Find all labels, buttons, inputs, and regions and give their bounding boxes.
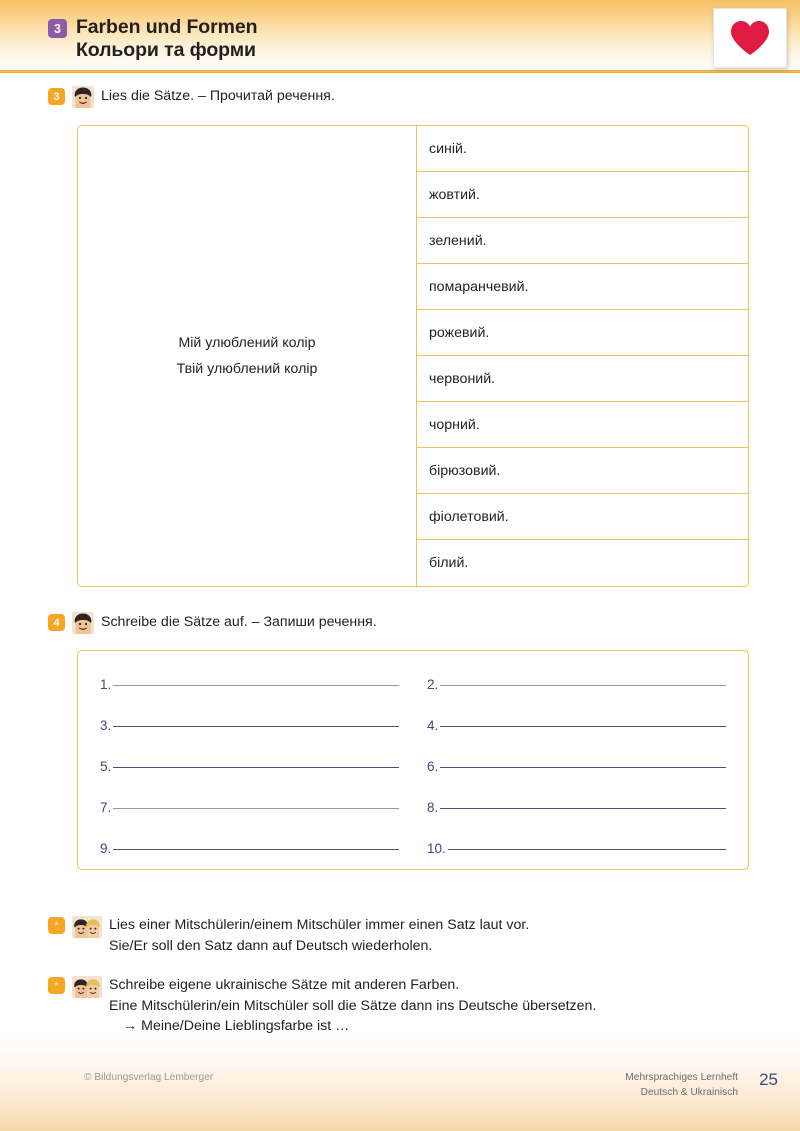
writing-line-6[interactable] [427, 759, 726, 800]
line-number: 1. [100, 677, 112, 692]
star-2-line-2: Eine Mitschülerin/ein Mitschüler soll die Sätze dann ins Deutsche übersetzen. [109, 997, 597, 1014]
color-cell: зелений. [417, 218, 748, 264]
color-cell: чорний. [417, 402, 748, 448]
color-cell: жовтий. [417, 172, 748, 218]
heart-logo-box [713, 8, 787, 68]
writing-lines-box [77, 650, 749, 870]
line-number: 3. [100, 718, 112, 733]
line-rule[interactable] [440, 767, 726, 768]
chapter-title-ukrainian: Кольори та форми [76, 39, 256, 61]
line-rule[interactable] [113, 767, 399, 768]
line-number: 4. [427, 718, 439, 733]
line-rule[interactable] [113, 849, 399, 850]
star-1-line-1: Lies einer Mitschülerin/einem Mitschüler immer einen Satz laut vor. [109, 917, 530, 933]
exercise-4-heading [48, 612, 377, 634]
line-number: 8. [427, 800, 439, 815]
writing-line-3[interactable] [100, 718, 399, 759]
exercise-star-1-text [109, 915, 529, 956]
footer-series-line-2: Deutsch & Ukrainisch [640, 1086, 738, 1098]
color-cell: бірюзовий. [417, 448, 748, 494]
writing-line-8[interactable] [427, 800, 726, 841]
star-2-line-3: → Meine/Deine Lieblingsfarbe ist … [123, 1018, 350, 1035]
footer-series [625, 1071, 738, 1101]
page-number: 25 [759, 1070, 778, 1089]
color-word-column [417, 126, 748, 586]
line-number: 9. [100, 841, 112, 856]
exercise-star-2-text [109, 975, 596, 1037]
line-number: 2. [427, 677, 439, 692]
exercise-4-instruction: Schreibe die Sätze auf. – Запиши речення. [101, 614, 377, 630]
color-cell: рожевий. [417, 310, 748, 356]
chapter-title-block [76, 16, 257, 62]
color-cell: помаранчевий. [417, 264, 748, 310]
star-1-line-2: Sie/Er soll den Satz dann auf Deutsch wiederholen. [109, 937, 433, 954]
line-rule[interactable] [113, 808, 399, 809]
line-number: 7. [100, 800, 112, 815]
line-rule[interactable] [448, 849, 726, 850]
writing-line-10[interactable] [427, 841, 726, 882]
line-rule[interactable] [440, 685, 726, 686]
chapter-title-german: Farben und Formen [76, 16, 258, 38]
exercise-4-number-badge: 4 [48, 614, 65, 631]
sentence-prompt-cell [78, 126, 417, 586]
line-number: 6. [427, 759, 439, 774]
star-badge: * [48, 917, 65, 934]
two-pupils-icon [72, 976, 102, 998]
heart-icon [730, 20, 770, 56]
writing-line-7[interactable] [100, 800, 399, 841]
line-number: 10. [427, 841, 446, 856]
exercise-star-1 [48, 915, 529, 956]
line-rule[interactable] [440, 726, 726, 727]
writing-line-9[interactable] [100, 841, 399, 882]
color-cell: білий. [429, 555, 469, 571]
footer-series-line-1: Mehrsprachiges Lernheft [625, 1072, 738, 1083]
footer-copyright: © Bildungsverlag Lemberger [84, 1072, 214, 1083]
writing-line-5[interactable] [100, 759, 399, 800]
line-rule[interactable] [113, 685, 399, 686]
chapter-number-badge: 3 [48, 19, 67, 38]
color-cell: синій. [417, 126, 748, 172]
writing-line-4[interactable] [427, 718, 726, 759]
sentence-building-table [77, 125, 749, 587]
prompt-line-1: Мій улюблений колір [178, 334, 316, 351]
line-rule[interactable] [113, 726, 399, 727]
prompt-line-2: Твій улюблений колір [176, 361, 318, 377]
writing-line-1[interactable] [100, 677, 399, 718]
pupil-face-icon [72, 612, 94, 634]
star-badge: * [48, 977, 65, 994]
color-cell: фіолетовий. [417, 494, 748, 540]
exercise-3-instruction: Lies die Sätze. – Прочитай речення. [101, 88, 335, 104]
exercise-3-heading [48, 86, 335, 108]
exercise-star-2 [48, 975, 596, 1037]
header-divider-rule [0, 70, 800, 73]
pupil-face-icon [72, 86, 94, 108]
writing-line-2[interactable] [427, 677, 726, 718]
line-rule[interactable] [440, 808, 726, 809]
line-number: 5. [100, 759, 112, 774]
color-cell: червоний. [417, 356, 748, 402]
writing-lines-grid [100, 677, 726, 882]
chapter-header [48, 16, 257, 62]
star-2-line-1: Schreibe eigene ukrainische Sätze mit anderen Farben. [109, 977, 460, 993]
two-pupils-icon [72, 916, 102, 938]
exercise-3-number-badge: 3 [48, 88, 65, 105]
